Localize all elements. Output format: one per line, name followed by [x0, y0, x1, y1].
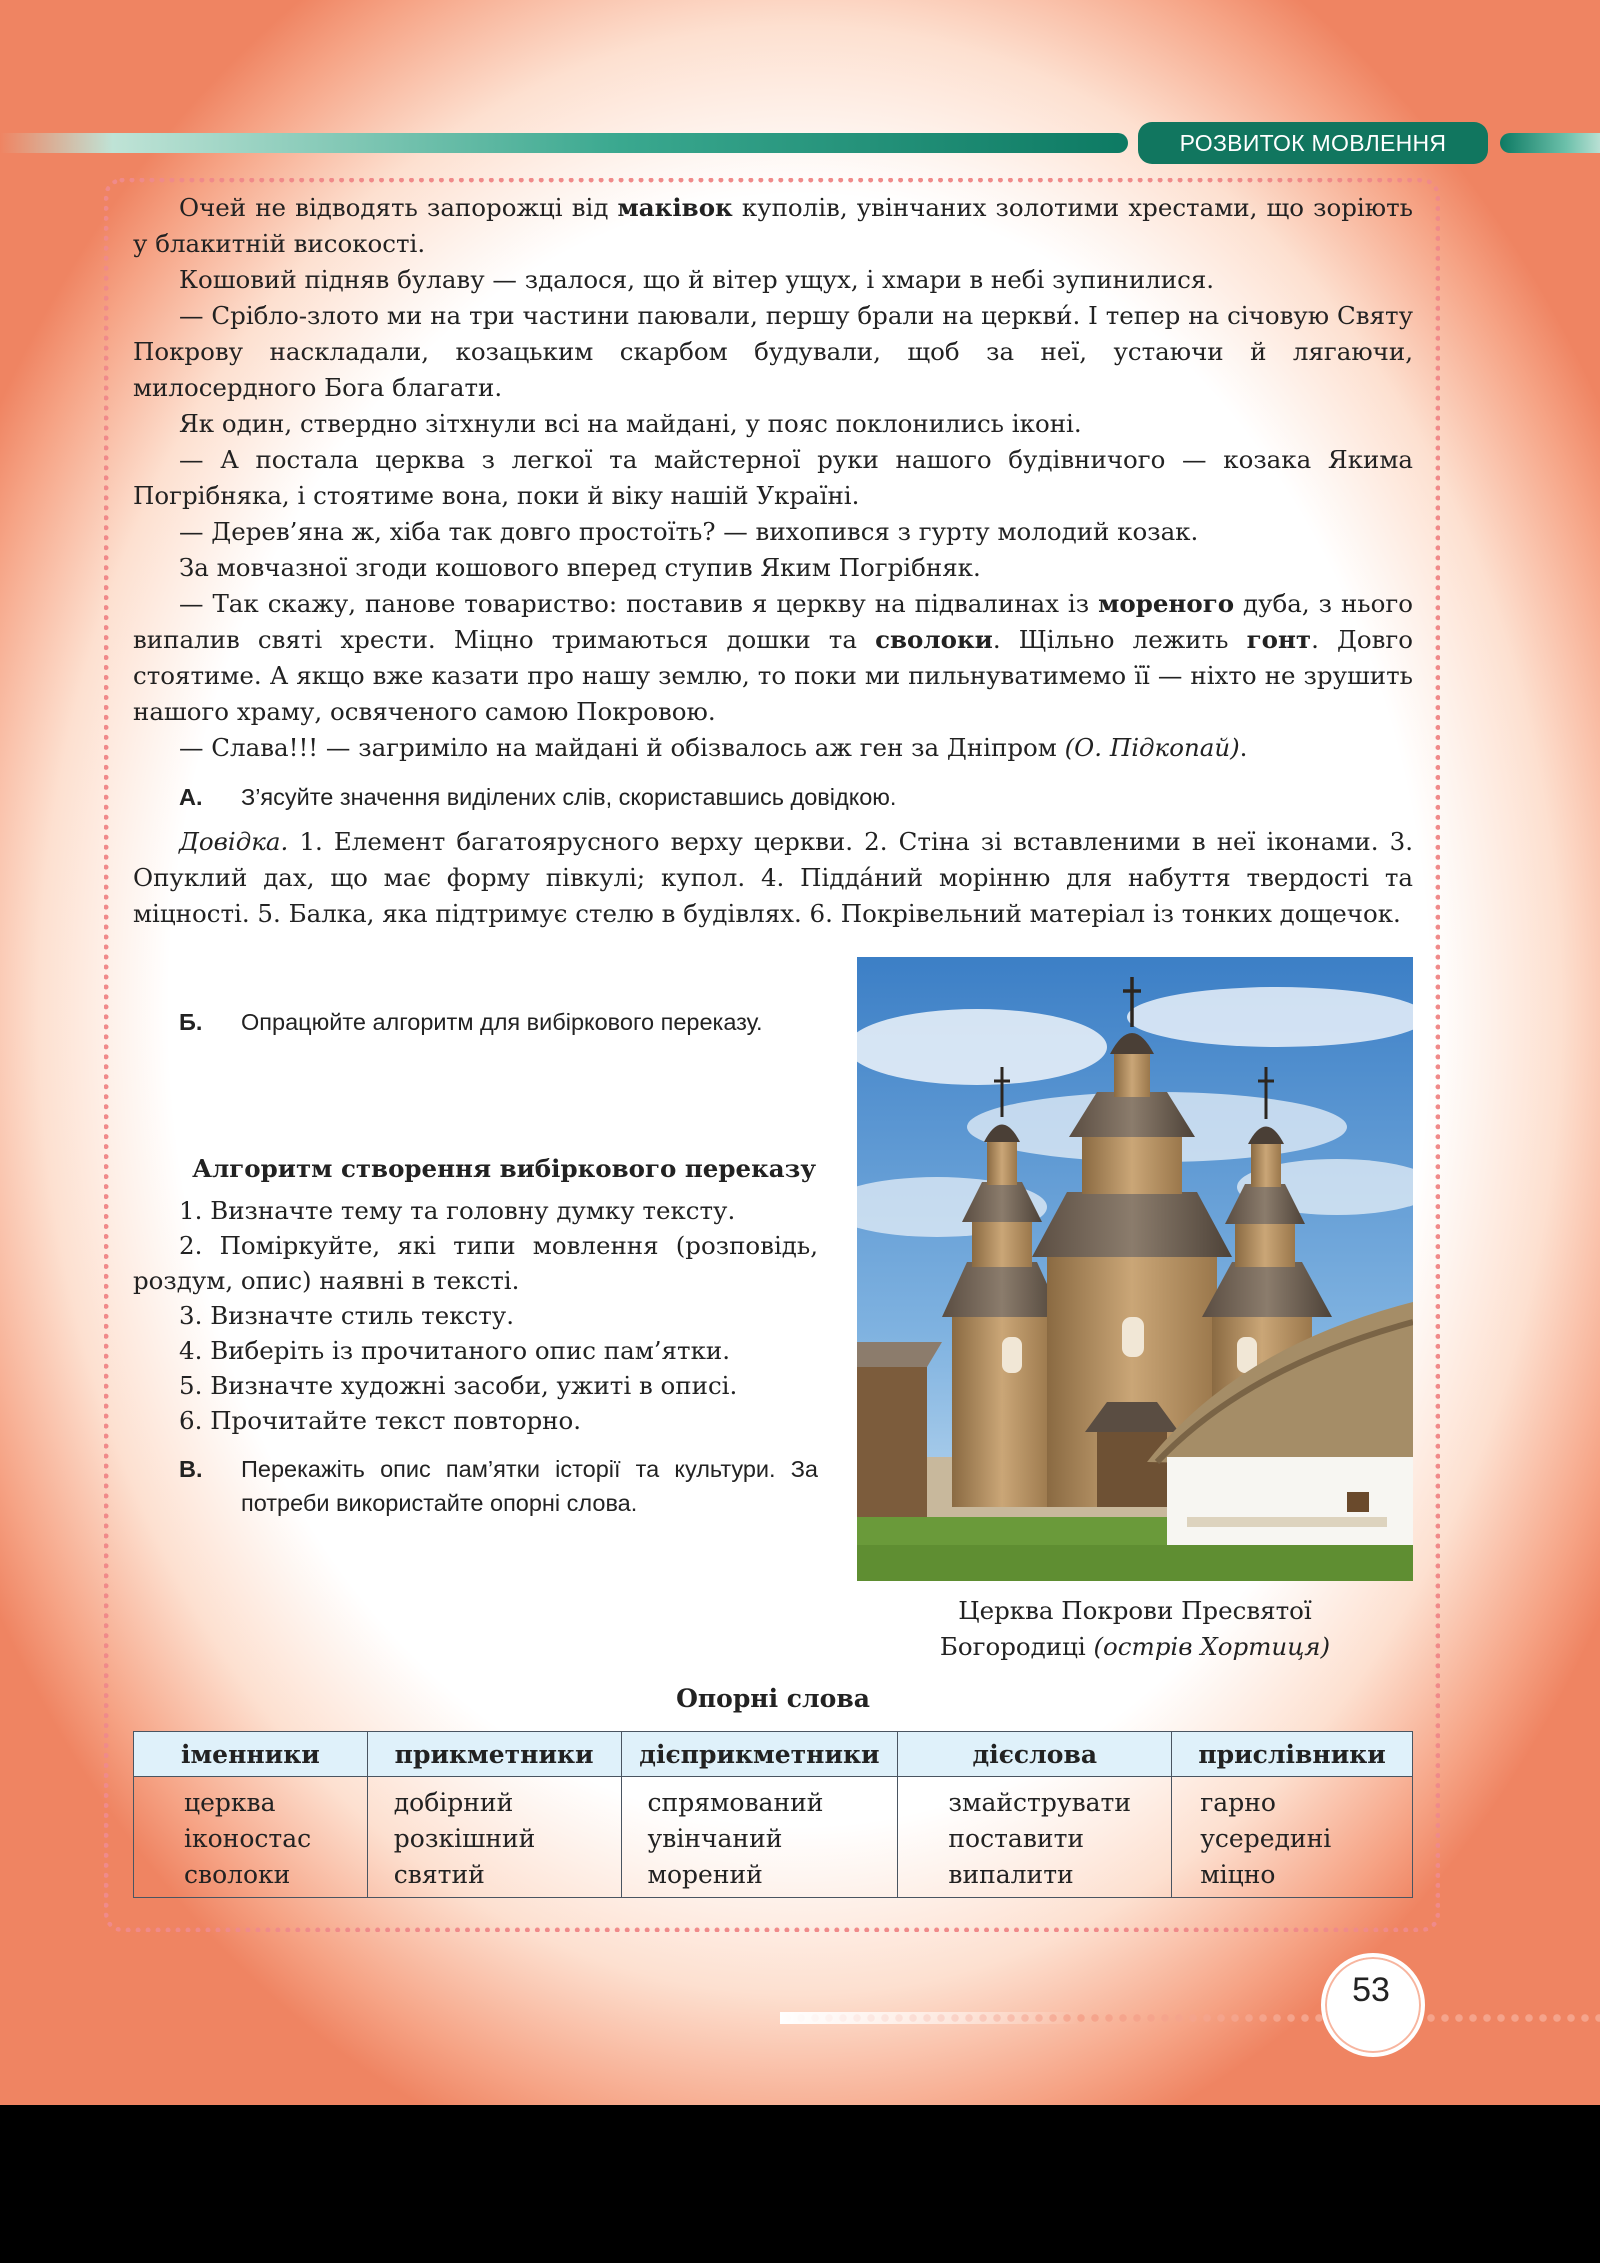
story-paragraph: Кошовий підняв булаву — здалося, що й вітер ущух, і хмари в небі зупинилися.	[179, 265, 1215, 294]
task-text: З’ясуйте значення виділених слів, скориставшись довідкою.	[241, 784, 897, 810]
task-letter: В.	[179, 1456, 203, 1482]
story-text	[133, 190, 1413, 932]
story-paragraph: — Срібло-злото ми на три частини паювали, першу брали на церкви́. І тепер на січовую Святу Покрову наскладали, козацьким скарбом будували, щоб за неї, устаючи й лягаючи, милосердного Бога благати.	[133, 301, 1413, 402]
key-word: розкішний	[393, 1824, 536, 1853]
table-cell	[1172, 1777, 1413, 1898]
story-paragraph: За мовчазної згоди кошового вперед ступив Яким Погрібняк.	[179, 553, 981, 582]
church-photo	[857, 957, 1413, 1581]
table-column-header: дієслова	[898, 1732, 1172, 1777]
algorithm-step	[133, 1368, 818, 1403]
table-header-row	[134, 1732, 1413, 1777]
story-paragraph: — Слава!!! — загриміло на майдані й обізвалось аж ген за Дніпром (О. Підкопай).	[179, 733, 1248, 762]
step-text: Визначте художні засоби, ужиті в описі.	[210, 1371, 738, 1400]
table-column-header: дієприкметники	[621, 1732, 898, 1777]
key-word: сволоки	[184, 1860, 291, 1889]
table-cell	[898, 1777, 1172, 1898]
key-word: змайструвати	[948, 1788, 1132, 1817]
table-column-header: прислівники	[1172, 1732, 1413, 1777]
key-word: морений	[647, 1860, 763, 1889]
highlighted-word: гонт	[1246, 625, 1312, 654]
highlighted-word: мореного	[1098, 589, 1235, 618]
key-word: випалити	[948, 1860, 1074, 1889]
step-number: 3.	[179, 1301, 203, 1330]
step-text: Визначте стиль тексту.	[210, 1301, 514, 1330]
reference-paragraph	[133, 824, 1413, 932]
author-attribution: (О. Підкопай)	[1064, 733, 1240, 762]
key-word: увінчаний	[647, 1824, 783, 1853]
story-paragraph: Як один, ствердно зітхнули всі на майдані, у пояс поклонились іконі.	[179, 409, 1082, 438]
caption-line: Богородиці (острів Хортиця)	[939, 1632, 1331, 1661]
algorithm-step	[133, 1333, 818, 1368]
page-footer-dots-fade	[780, 2012, 1080, 2024]
task-a	[133, 780, 1413, 814]
key-words-title: Опорні слова	[676, 1684, 870, 1713]
task-c	[133, 1452, 818, 1520]
algorithm-steps	[133, 1193, 818, 1438]
key-word: святий	[393, 1860, 485, 1889]
reference-text: 1. Елемент багатоярусного верху церкви. 2. Стіна зі вставленими в неї іконами. 3. Опуклий дах, що має форму півкулі; купол. 4. Підда́ний морінню для набуття твердості та міцності. 5. Балка, яка підтримує стелю в будівлях. 6. Покрівельний матеріал із тонких дощечок.	[133, 827, 1413, 928]
highlighted-word: маківок	[617, 193, 733, 222]
story-paragraph: — А постала церква з легкої та майстерної руки нашого будівничого — козака Якима Погрібняка, і стоятиме вона, поки й віку нашій Україні.	[133, 445, 1413, 510]
algorithm-step	[133, 1193, 818, 1228]
algorithm-step	[133, 1403, 818, 1438]
key-word: міцно	[1200, 1860, 1276, 1889]
caption-line: Церква Покрови Пресвятої	[958, 1596, 1312, 1625]
step-number: 6.	[179, 1406, 203, 1435]
table-column-header: іменники	[134, 1732, 368, 1777]
table-cell	[367, 1777, 621, 1898]
step-text: Виберіть із прочитаного опис пам’ятки.	[210, 1336, 730, 1365]
story-paragraph: — Так скажу, панове товариство: поставив я церкву на підвалинах із мореного дуба, з нього випалив святі хрести. Міцно тримаються дошки та сволоки. Щільно лежить гонт. Довго стоятиме. А якщо вже казати про нашу землю, то поки ми пильнуватимемо її — ніхто не зрушить нашого храму, освяченого самою Покровою.	[133, 589, 1414, 726]
table-cell	[621, 1777, 898, 1898]
key-word: поставити	[948, 1824, 1085, 1853]
section-header-tab	[1138, 122, 1488, 164]
key-words-table	[133, 1731, 1413, 1898]
key-word: іконостас	[184, 1824, 312, 1853]
task-text: Перекажіть опис пам’ятки історії та культури. За потреби використайте опорні слова.	[241, 1456, 818, 1516]
step-text: Прочитайте текст повторно.	[210, 1406, 582, 1435]
step-number: 1.	[179, 1196, 203, 1225]
table-cell	[134, 1777, 368, 1898]
step-text: Визначте тему та головну думку тексту.	[210, 1196, 736, 1225]
key-word: церква	[184, 1788, 276, 1817]
step-number: 4.	[179, 1336, 203, 1365]
section-label: РОЗВИТОК МОВЛЕННЯ	[1179, 129, 1447, 156]
highlighted-word: сволоки	[875, 625, 993, 654]
story-paragraph: Очей не відводять запорожці від маківок куполів, увінчаних золотими хрестами, що зоріють у блакитній високості.	[133, 193, 1413, 258]
algorithm-column	[133, 1005, 818, 1520]
table-column-header: прикметники	[367, 1732, 621, 1777]
key-word: добірний	[393, 1788, 514, 1817]
key-word: усередині	[1200, 1824, 1332, 1853]
task-letter: А.	[179, 784, 203, 810]
story-paragraph: — Дерев’яна ж, хіба так довго простоїть? — вихопився з гурту молодий козак.	[179, 517, 1199, 546]
photo-caption	[857, 1593, 1413, 1665]
key-word: спрямований	[647, 1788, 824, 1817]
algorithm-step	[133, 1228, 818, 1298]
task-text: Опрацюйте алгоритм для вибіркового переказу.	[241, 1009, 763, 1035]
caption-location: (острів Хортиця)	[1093, 1632, 1331, 1661]
table-row	[134, 1777, 1413, 1898]
reference-label: Довідка.	[179, 827, 289, 856]
header-stripe-end	[1500, 133, 1600, 153]
page-number: 53	[1352, 1971, 1390, 2009]
algorithm-step	[133, 1298, 818, 1333]
header-stripe	[0, 133, 1128, 153]
step-number: 5.	[179, 1371, 203, 1400]
algorithm-title: Алгоритм створення вибіркового переказу	[192, 1154, 816, 1183]
key-word: гарно	[1200, 1788, 1276, 1817]
step-text: Поміркуйте, які типи мовлення (розповідь, роздум, опис) наявні в тексті.	[133, 1231, 818, 1295]
step-number: 2.	[179, 1231, 203, 1260]
task-b	[133, 1005, 818, 1039]
task-letter: Б.	[179, 1009, 203, 1035]
